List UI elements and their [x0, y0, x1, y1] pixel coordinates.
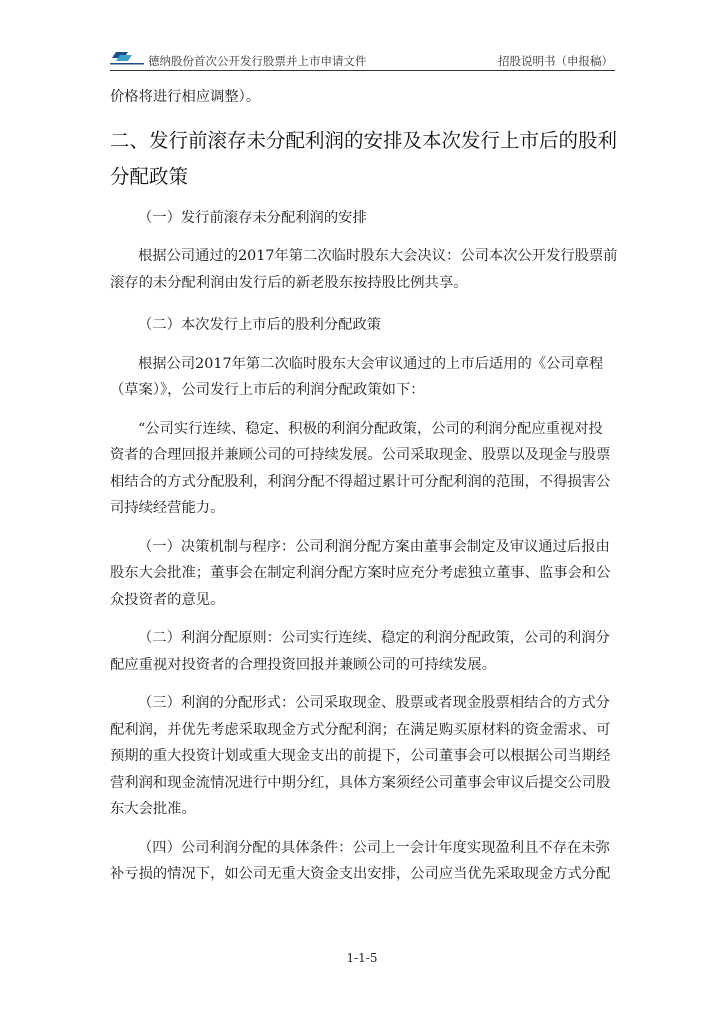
paragraph-line: 众投资者的意见。 — [110, 591, 225, 608]
page-content — [110, 84, 618, 888]
paragraph-line: 滚存的未分配利润由发行后的新老股东按持股比例共享。 — [110, 274, 468, 291]
policy-item-1 — [110, 534, 615, 614]
quoted-policy — [110, 416, 615, 522]
document-title: 德纳股份首次公开发行股票并上市申请文件 — [148, 54, 367, 68]
document-type: 招股说明书（申报稿） — [498, 54, 613, 68]
paragraph-line: 营利润和现金流情况进行中期分红，具体方案须经公司董事会审议后提交公司股 — [110, 774, 611, 791]
paragraph-line: （二）利润分配原则：公司实行连续、稳定的利润分配政策，公司的利润分 — [138, 630, 610, 646]
section-heading — [110, 123, 618, 195]
policy-item-4 — [110, 835, 615, 888]
paragraph-line: 配应重视对投资者的合理投资回报并兼顾公司的可持续发展。 — [110, 656, 497, 673]
paragraph-line: （草案）》，公司发行上市后的利润分配政策如下： — [110, 382, 425, 398]
paragraph-line: 司持续经营能力。 — [110, 500, 225, 516]
paragraph-line: “公司实行连续、稳定、积极的利润分配政策，公司的利润分配应重视对投 — [138, 420, 603, 437]
paragraph-line: （四）公司利润分配的具体条件：公司上一会计年度实现盈利且不存在未弥 — [138, 839, 610, 856]
page-header — [110, 48, 615, 71]
heading-line: 分配政策 — [110, 164, 189, 188]
paragraph-line: 补亏损的情况下，如公司无重大资金支出安排，公司应当优先采取现金方式分配 — [110, 866, 611, 882]
paragraph — [110, 243, 618, 296]
subsection-title-2: （二）本次发行上市后的股利分配政策 — [138, 317, 382, 333]
intro-line: 价格将进行相应调整）。 — [110, 89, 261, 105]
paragraph-line: 根据公司2017年第二次临时股东大会审议通过的上市后适用的《公司章程 — [138, 355, 604, 372]
paragraph — [110, 351, 615, 404]
paragraph-line: （三）利润的分配形式：公司采取现金、股票或者现金股票相结合的方式分 — [138, 695, 610, 711]
company-logo-icon — [110, 51, 144, 67]
paragraph-line: 预期的重大投资计划或重大现金支出的前提下，公司董事会可以根据公司当期经 — [110, 748, 611, 764]
paragraph-line: 资者的合理回报并兼顾公司的可持续发展。公司采取现金、股票以及现金与股票 — [110, 447, 611, 463]
paragraph-line: （一）决策机制与程序：公司利润分配方案由董事会制定及审议通过后报由 — [138, 538, 610, 555]
paragraph-line: 相结合的方式分配股利，利润分配不得超过累计可分配利润的范围，不得损害公 — [110, 473, 611, 490]
paragraph-line: 配利润，并优先考虑采取现金方式分配利润；在满足购买原材料的资金需求、可 — [110, 721, 611, 738]
policy-item-3 — [110, 690, 615, 823]
paragraph-line: 东大会批准。 — [110, 801, 196, 817]
subsection-title-1: （一）发行前滚存未分配利润的安排 — [138, 209, 367, 226]
paragraph-line: 根据公司通过的2017年第二次临时股东大会决议：公司本次公开发行股票前 — [138, 248, 618, 264]
page-number: 1-1-5 — [346, 951, 378, 965]
policy-item-2 — [110, 625, 615, 678]
paragraph-line: 股东大会批准；董事会在制定利润分配方案时应充分考虑独立董事、监事会和公 — [110, 565, 611, 581]
heading-line: 二、发行前滚存未分配利润的安排及本次发行上市后的股利 — [110, 128, 618, 152]
